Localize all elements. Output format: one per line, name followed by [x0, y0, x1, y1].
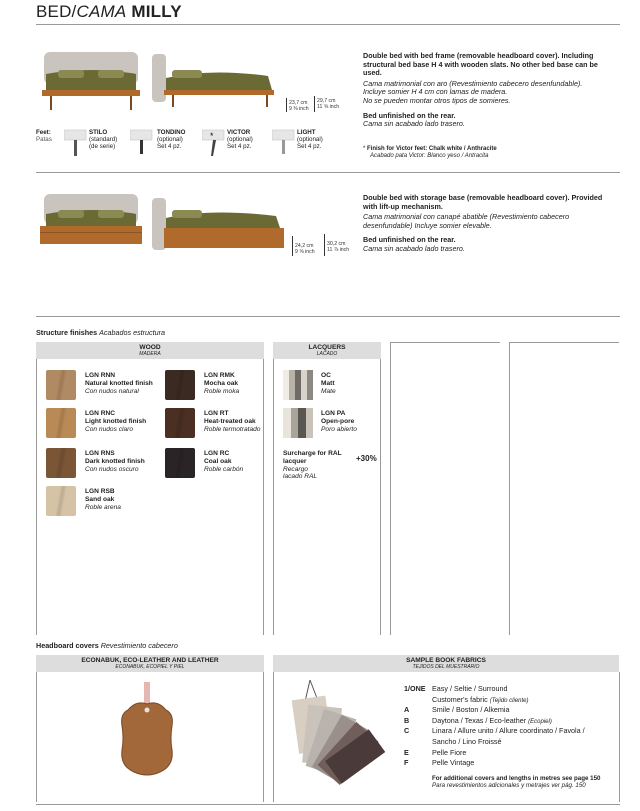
swatch-lgn-rsb [46, 486, 76, 516]
leather-panel-header: ECONABUK, ECO-LEATHER AND LEATHER ECONABUK, ECOPIEL Y PIEL [36, 655, 264, 672]
bed1-dim2: 29,7 cm 11 ⅝ inch [317, 98, 340, 110]
fabrics-panel-left-border [273, 672, 274, 802]
leather-hide-icon [116, 680, 178, 780]
fabric-row: C Linara / Allure unito / Allure coordinato / Favola / [404, 726, 585, 736]
foot-stilo-label: STILO (standard) (de serie) [89, 129, 118, 150]
title-prefix: BED/ [36, 2, 77, 21]
fabric-row: Customer's fabric (Tejido cliente) [432, 694, 529, 704]
ral-surcharge: Surcharge for RAL lacquer Recargo lacado RAL [283, 450, 342, 481]
headboard-covers-label: Headboard covers Revestimiento cabecero [36, 641, 178, 650]
lacquer-lgn-pa: LGN PA Open-pore Poro abierto [321, 410, 357, 433]
lacquer-oc: OC Matt Mate [321, 372, 336, 395]
bed1-dim1-bar [286, 98, 287, 112]
bed1-dim1: 23,7 cm 9 ⅜ inch [289, 100, 309, 112]
feet-label: Feet: Patas [36, 129, 52, 143]
bed2-dim1-bar [292, 236, 293, 256]
fabrics-panel-header: SAMPLE BOOK FABRICS TEJIDOS DEL MUESTRARIO [273, 655, 619, 672]
lacquers-panel-header: LACQUERS LACADO [273, 342, 381, 359]
empty-panel-1-top [390, 342, 500, 343]
victor-finish-note: * Finish for Victor feet: Chalk white / Anthracite Acabado pata Victor: Blanco yeso / Antracita [363, 146, 497, 159]
leather-panel-right-border [263, 672, 264, 802]
bed2-rear-es: Cama sin acabado lado trasero. [363, 243, 465, 253]
bed1-title: Double bed with bed frame (removable headboard cover). Including structural bed base H 4 with wooden slats. No other bed base can be used. [363, 51, 598, 78]
foot-victor-label: VICTOR (optional) Set 4 pz. [227, 129, 253, 150]
wood-panel-right-border [263, 359, 264, 635]
bottom-rule [36, 804, 620, 805]
fabric-list [404, 684, 616, 769]
fabric-row: Sancho / Lino Froissé [432, 736, 502, 746]
foot-light-label: LIGHT (optional) Set 4 pz. [297, 129, 323, 150]
finish-lgn-rns: LGN RNS Dark knotted finish Con nudos oscuro [85, 450, 145, 473]
bed1-rule [36, 172, 620, 173]
foot-tondino-icon [130, 128, 154, 158]
bed2-rule [36, 316, 620, 317]
bed1-side-illustration [150, 52, 278, 112]
bed1-es2: Incluye somier H 4 cm con lamas de madera. [363, 87, 508, 97]
fabric-row: F Pelle Vintage [404, 758, 475, 768]
fabrics-panel-right-border [619, 672, 620, 802]
foot-victor-icon [202, 128, 226, 160]
title-prefix-es: CAMA [76, 2, 127, 21]
finish-lgn-rnc: LGN RNC Light knotted finish Con nudos claro [85, 410, 147, 433]
bed2-description [363, 194, 618, 254]
title-rule [36, 24, 620, 25]
bed2-rear: Bed unfinished on the rear. [363, 235, 456, 245]
lacquers-panel-right-border [380, 359, 381, 635]
bed2-es1: Cama matrimonial con canapé abatible (Revestimiento cabecero desenfundable) Incluye somier elevable. [363, 212, 570, 230]
page-title [36, 2, 182, 22]
structure-finishes-label: Structure finishes Acabados estructura [36, 328, 166, 337]
wood-panel-left-border [36, 359, 37, 635]
ral-surcharge-value: +30% [356, 454, 377, 463]
swatch-lgn-rns [46, 448, 76, 478]
fabric-sample-book-icon [280, 676, 390, 796]
bed2-dim1: 24,2 cm 9 ⅝ inch [295, 243, 315, 255]
bed2-dim2: 30,2 cm 11 ⅞ inch [327, 241, 350, 253]
bed2-title: Double bed with storage base (removable headboard cover). Provided with lift-up mechanism. [363, 193, 603, 211]
leather-panel-left-border [36, 672, 37, 802]
fabric-row: B Daytona / Texas / Eco-leather (Ecopiel) [404, 715, 552, 725]
foot-light-icon [272, 128, 296, 158]
bed1-description [363, 52, 613, 129]
bed1-es3: No se pueden montar otros tipos de somieres. [363, 95, 511, 105]
bed2-side-illustration [150, 196, 290, 256]
foot-tondino-label: TONDINO (optional) Set 4 pz. [157, 129, 186, 150]
swatch-lgn-pa [283, 408, 313, 438]
empty-panel-2-top [509, 342, 619, 343]
svg-text:*: * [210, 131, 214, 141]
victor-finish-es: Acabado pata Victor: Blanco yeso / Antracita [370, 153, 489, 159]
bed1-rear: Bed unfinished on the rear. [363, 110, 456, 120]
wood-panel-header: WOOD MADERA [36, 342, 264, 359]
swatch-lgn-rt [165, 408, 195, 438]
empty-panel-2-border [509, 342, 510, 635]
swatch-oc [283, 370, 313, 400]
empty-panel-1-border [390, 342, 391, 635]
swatch-lgn-rnc [46, 408, 76, 438]
bed1-front-illustration [36, 44, 146, 114]
finish-lgn-rnn: LGN RNN Natural knotted finish Con nudos natural [85, 372, 153, 395]
bed2-front-illustration [36, 190, 148, 254]
swatch-lgn-rmk [165, 370, 195, 400]
swatch-lgn-rc [165, 448, 195, 478]
bed1-es1: Cama matrimonial con aro (Revestimiento cabecero desenfundable). [363, 78, 583, 88]
title-name: MILLY [131, 2, 182, 21]
foot-stilo-icon [64, 128, 88, 158]
fabric-note: For additional covers and lengths in metres see page 150 Para revestimientos adicionales y metrajes ver pág. 150 [432, 775, 601, 789]
finish-lgn-rt: LGN RT Heat-treated oak Roble termotratado [204, 410, 261, 433]
lacquers-panel-left-border [273, 359, 274, 635]
fabric-row: E Pelle Fiore [404, 747, 467, 757]
finish-lgn-rc: LGN RC Coal oak Roble carbón [204, 450, 244, 473]
finish-lgn-rsb: LGN RSB Sand oak Roble arena [85, 488, 121, 511]
bed1-dim2-bar [314, 96, 315, 112]
swatch-lgn-rnn [46, 370, 76, 400]
victor-finish: Finish for Victor feet: Chalk white / Anthracite [367, 146, 497, 152]
fabric-row: 1/ONE Easy / Seltie / Surround [404, 684, 508, 693]
fabric-row: A Smile / Boston / Alkemia [404, 705, 510, 715]
finish-lgn-rmk: LGN RMK Mocha oak Roble moka [204, 372, 240, 395]
bed2-dim2-bar [324, 234, 325, 256]
bed1-rear-es: Cama sin acabado lado trasero. [363, 119, 465, 129]
